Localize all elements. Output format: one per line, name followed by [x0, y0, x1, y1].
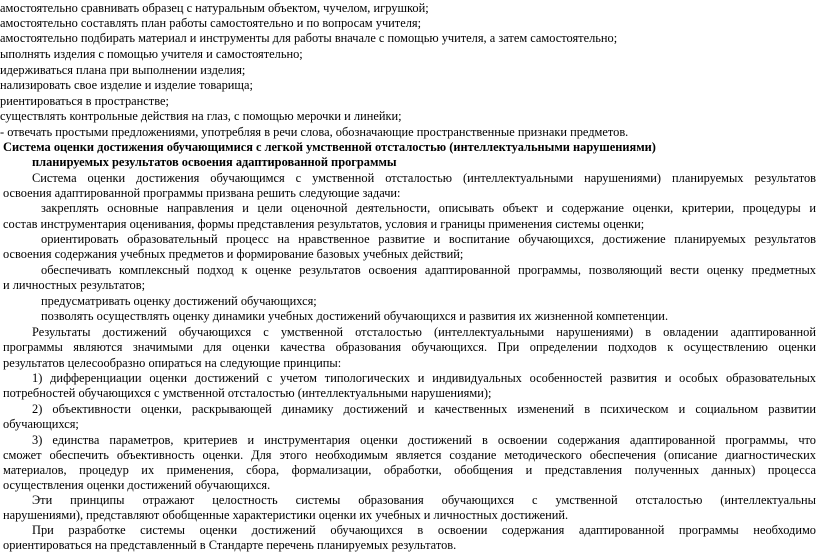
paragraph-line: Система оценки достижения обучающимся с умственной отсталостью (интеллектуальными нарушениями) планируемых результатов — [32, 170, 816, 185]
skill-item: идерживаться плана при выполнении изделия; — [0, 62, 246, 77]
task-item-continuation: состав инструментария оценивания, формы представления результатов, условия и границы применения системы оценки; — [3, 216, 645, 231]
task-item: ориентировать образовательный процесс на нравственное развитие и воспитание обучающихся, достижение планируемых результатов — [41, 232, 816, 247]
principle-item-continuation: материалов, процедур их применения, сбора, формализации, обработки, обобщения и представления полученных данных) процесса — [3, 462, 816, 477]
paragraph-line: ориентироваться на представленный в Стандарте перечень планируемых результатов. — [3, 538, 457, 552]
principle-item-continuation: сможет обеспечить объективность оценки. Для этого необходимым является создание методического обеспечения (описание диагностических — [3, 447, 816, 462]
paragraph-line: освоения адаптированной программы призвана решить следующие задачи: — [3, 185, 401, 200]
skill-item: - отвечать простыми предложениями, употребляя в речи слова, обозначающие пространственные признаки предметов. — [0, 124, 629, 139]
task-item: закреплять основные направления и цели оценочной деятельности, описывать объект и содержание оценки, критерии, процедуры и — [41, 201, 816, 216]
principle-item-continuation: обучающихся; — [3, 416, 79, 431]
skill-item: амостоятельно подбирать материал и инструменты для работы вначале с помощью учителя, а затем самостоятельно; — [0, 31, 618, 46]
skill-item: нализировать свое изделие и изделие товарища; — [0, 77, 253, 92]
paragraph-line: нарушениями), представляют обобщенные характеристики оценки их учебных и личностных достижений. — [3, 507, 569, 522]
principle-item-continuation: потребностей обучающихся с умственной отсталостью (интеллектуальными нарушениями); — [3, 386, 492, 401]
principle-item: 2) объективности оценки, раскрывающей динамику достижений и качественных изменений в психическом и социальном развитии — [32, 401, 816, 416]
paragraph-line: При разработке системы оценки достижений обучающихся в освоении содержания адаптированной программы необходимо — [32, 522, 816, 537]
paragraph-line: результатов целесообразно опираться на следующие принципы: — [3, 356, 342, 371]
skill-item: существлять контрольные действия на глаз, с помощью мерочки и линейки; — [0, 108, 402, 123]
paragraph-line: программы являются значимыми для оценки качества образования обучающихся. При определении подходов к осуществлению оценки — [3, 340, 816, 355]
principle-item: 3) единства параметров, критериев и инструментария оценки достижений в освоении содержания адаптированной программы, что — [32, 432, 816, 447]
task-item: позволять осуществлять оценку динамики учебных достижений обучающихся и развития их жизненной компетенции. — [41, 309, 669, 324]
section-heading: Система оценки достижения обучающимися с легкой умственной отсталостью (интеллектуальными нарушениями) — [3, 139, 656, 154]
paragraph-line: Результаты достижений обучающихся с умственной отсталостью (интеллектуальными нарушениями) в овладении адаптированной — [32, 325, 816, 340]
skill-item: амостоятельно сравнивать образец с натуральным объектом, чучелом, игрушкой; — [0, 1, 429, 15]
task-item: обеспечивать комплексный подход к оценке результатов освоения адаптированной программы, позволяющий вести оценку предметных — [41, 263, 816, 278]
task-item: предусматривать оценку достижений обучающихся; — [41, 294, 317, 309]
paragraph-line: Эти принципы отражают целостность системы образования обучающихся с умственной отсталостью (интеллектуальны — [32, 492, 816, 507]
skill-item: риентироваться в пространстве; — [0, 93, 169, 108]
principle-item-continuation: осуществления оценки достижений обучающихся. — [3, 477, 271, 492]
task-item-continuation: и личностных результатов; — [3, 278, 146, 293]
principle-item: 1) дифференциации оценки достижений с учетом типологических и индивидуальных особенностей развития и особых образовательных — [32, 371, 816, 386]
skill-item: амостоятельно составлять план работы самостоятельно и по вопросам учителя; — [0, 16, 422, 30]
skill-item: ыполнять изделия с помощью учителя и самостоятельно; — [0, 46, 303, 61]
task-item-continuation: освоения содержания учебных предметов и формирование базовых учебных действий; — [3, 247, 464, 262]
section-heading-subtitle: планируемых результатов освоения адаптированной программы — [32, 154, 397, 169]
